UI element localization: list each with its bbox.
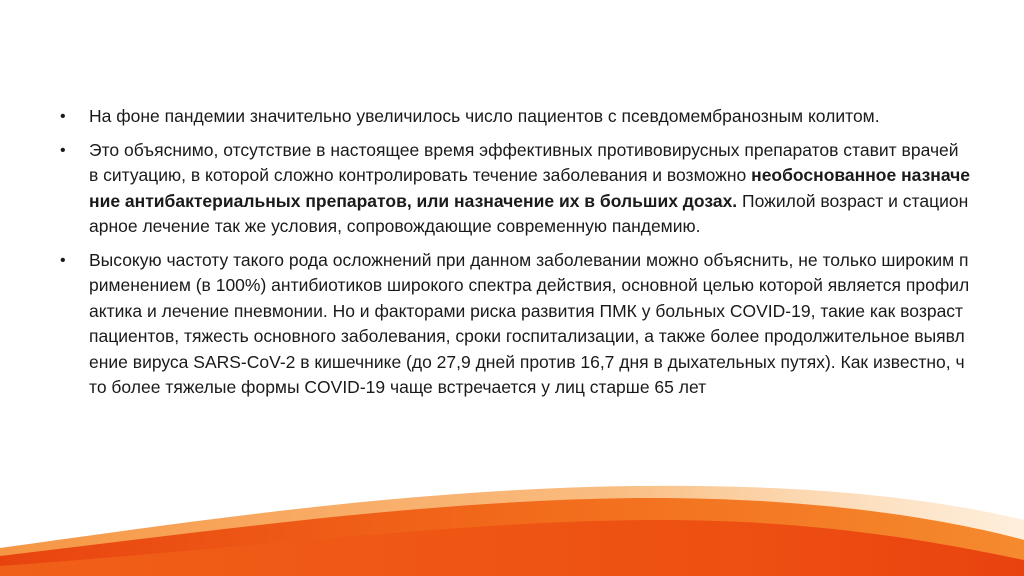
bullet-text (89, 104, 972, 130)
bullet-item-2 (60, 138, 972, 240)
bullet-text (89, 248, 972, 401)
bold-text-run: необоснованное назначение антибактериальных препаратов, или назначение их в больших дозах. (89, 165, 971, 211)
bullet-list (60, 104, 972, 409)
bullet-text (89, 138, 972, 240)
bullet-icon: • (60, 108, 66, 125)
bullet-item-3 (60, 248, 972, 401)
bullet-icon: • (60, 251, 66, 269)
bullet-item-1 (60, 104, 972, 130)
text-run: Пожилой возраст и стационарное лечение так же условия, сопровождающие современную пандемию. (89, 190, 969, 236)
bullet-icon: • (60, 141, 66, 159)
text-run: На фоне пандемии значительно увеличилось число пациентов с псевдомембранозным колитом. (89, 106, 880, 126)
text-run: Высокую частоту такого рода осложнений при данном заболевании можно объяснить, не только широким применением (в 100%) антибиотиков широкого спектра действия, основной целью которой является профилактика и лечение пневмонии. Но и факторами риска развития ПМК у больных COVID-19, такие как возраст пациентов, тяжесть основного заболевания, сроки госпитализации, а также более продолжительное выявление вируса SARS-CoV-2 в кишечнике (до 27,9 дней против 16,7 дня в дыхательных путях). Как известно, что более тяжелые формы COVID-19 чаще встречается у лиц старше 65 лет (89, 249, 970, 397)
text-run: Это объяснимо, отсутствие в настоящее время эффективных противовирусных препаратов ставит врачей в ситуацию, в которой сложно контролировать течение заболевания и возможно (89, 139, 959, 185)
